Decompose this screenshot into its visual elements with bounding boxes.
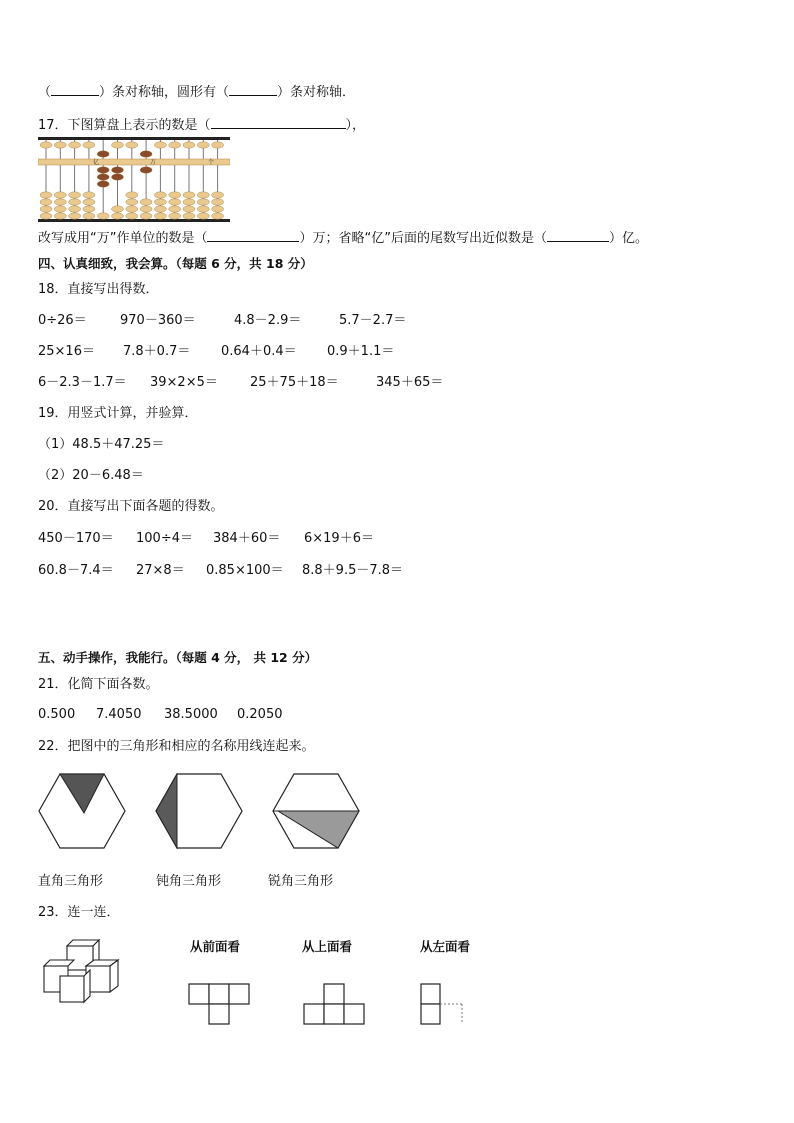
- triangle-name-obtuse: 钝角三角形: [156, 874, 222, 889]
- expression: 6－2.3－1.7＝: [38, 375, 127, 390]
- section-5-heading: 五、动手操作，我能行。（每题 4 分， 共 12 分）: [38, 650, 318, 665]
- view-label-front: 从前面看: [190, 939, 241, 954]
- expression: 25＋75＋18＝: [250, 375, 339, 390]
- question-17-close: ），: [345, 118, 366, 133]
- answer-blank[interactable]: [51, 82, 99, 96]
- answer-blank[interactable]: [211, 115, 346, 129]
- symmetry-text: ）条对称轴，圆形有（: [99, 85, 230, 100]
- expression: 8.8＋9.5－7.8＝: [302, 563, 404, 578]
- view-label-top: 从上面看: [302, 939, 353, 954]
- view-label-left: 从左面看: [420, 939, 471, 954]
- question-20-title: 20．直接写出下面各题的得数。: [38, 499, 224, 514]
- question-17-text: 17．下图算盘上表示的数是（: [38, 118, 211, 133]
- conversion-text-2: ）万；省略“亿”后面的尾数写出近似数是（: [299, 231, 547, 246]
- expression: 970－360＝: [120, 313, 196, 328]
- hexagon-figure-2: [155, 773, 243, 849]
- expression: 0.9＋1.1＝: [327, 344, 395, 359]
- question-17: [38, 115, 365, 135]
- expression: 25×16＝: [38, 344, 95, 359]
- expression: 0÷26＝: [38, 313, 87, 328]
- symmetry-question-line: [38, 82, 355, 102]
- expression: 384＋60＝: [213, 531, 281, 546]
- mark-ge: 个: [208, 159, 215, 166]
- abacus-top-frame: [38, 137, 230, 140]
- expression: 0.64＋0.4＝: [221, 344, 297, 359]
- abacus-figure: [38, 137, 230, 222]
- mark-yi: 亿: [93, 159, 100, 166]
- answer-blank[interactable]: [207, 228, 299, 242]
- answer-blank[interactable]: [229, 82, 277, 96]
- abacus-rods: [40, 140, 224, 219]
- view-shape-inverted-t: [303, 983, 367, 1027]
- expression: 7.8＋0.7＝: [123, 344, 191, 359]
- question-23-title: 23．连一连．: [38, 905, 120, 920]
- number-item: 38.5000: [164, 707, 218, 722]
- expression: 5.7－2.7＝: [339, 313, 407, 328]
- question-19-item-1: （1）48.5＋47.25＝: [38, 437, 165, 452]
- expression: 100÷4＝: [136, 531, 193, 546]
- triangle-name-right: 直角三角形: [38, 874, 104, 889]
- number-item: 0.500: [38, 707, 76, 722]
- abacus-beam: [38, 159, 230, 165]
- conversion-text-3: ）亿。: [608, 231, 648, 246]
- question-19-title: 19．用竖式计算，并验算．: [38, 406, 198, 421]
- expression: 27×8＝: [136, 563, 185, 578]
- view-shape-t: [188, 983, 252, 1027]
- expression: 60.8－7.4＝: [38, 563, 114, 578]
- expression: 0.85×100＝: [206, 563, 284, 578]
- expression: 450－170＝: [38, 531, 114, 546]
- question-22-title: 22．把图中的三角形和相应的名称用线连起来。: [38, 739, 315, 754]
- question-21-title: 21．化简下面各数。: [38, 677, 159, 692]
- abacus-bottom-frame: [38, 219, 230, 222]
- mark-wan: 万: [150, 159, 157, 166]
- hexagon-figure-3: [272, 773, 360, 849]
- question-17-conversion: [38, 228, 648, 248]
- cube-assembly-figure: [42, 938, 124, 1006]
- expression: 4.8－2.9＝: [234, 313, 302, 328]
- expression: 6×19＋6＝: [304, 531, 374, 546]
- question-18-title: 18．直接写出得数．: [38, 282, 159, 297]
- answer-blank[interactable]: [547, 228, 609, 242]
- triangle-name-acute: 锐角三角形: [268, 874, 334, 889]
- hexagon-figure-1: [38, 773, 126, 849]
- expression: 39×2×5＝: [150, 375, 218, 390]
- expression: 345＋65＝: [376, 375, 444, 390]
- view-shape-l: [420, 983, 466, 1027]
- number-item: 7.4050: [96, 707, 142, 722]
- symmetry-text-end: ）条对称轴．: [277, 85, 356, 100]
- number-item: 0.2050: [237, 707, 283, 722]
- section-4-heading: 四、认真细致，我会算。（每题 6 分，共 18 分）: [38, 256, 313, 271]
- conversion-text-1: 改写成用“万”作单位的数是（: [38, 231, 208, 246]
- question-19-item-2: （2）20－6.48＝: [38, 468, 144, 483]
- open-paren: （: [38, 85, 52, 100]
